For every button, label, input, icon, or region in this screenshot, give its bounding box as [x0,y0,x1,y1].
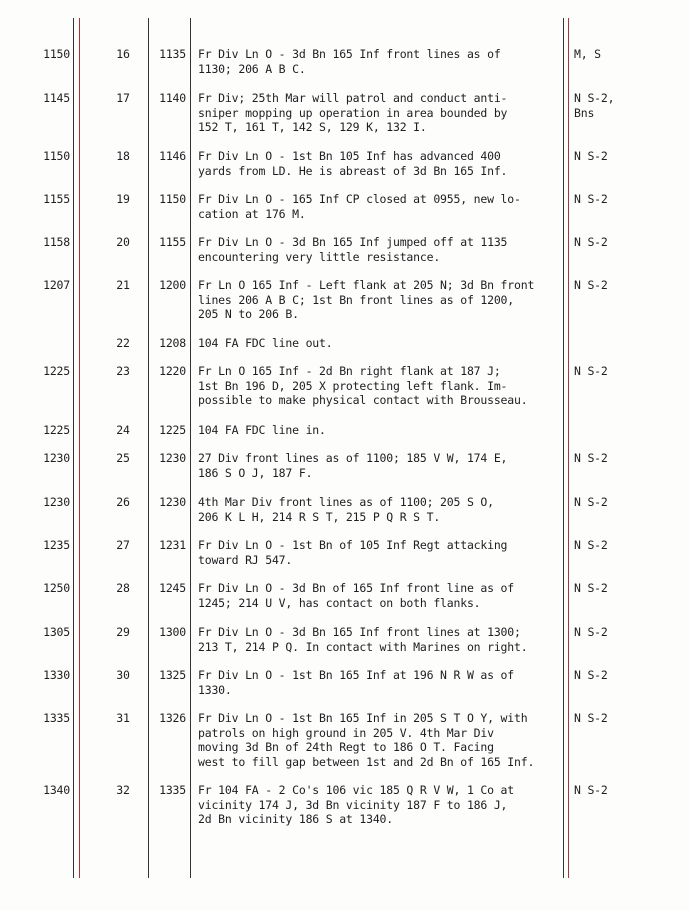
entry-number: 21 [116,278,130,292]
entry-time: 1230 [43,495,70,509]
entry-received-time: 1208 [159,336,186,350]
entry-time: 1305 [43,625,70,639]
entry-message [198,538,560,567]
message-line: 4th Mar Div front lines as of 1100; 205 S O, [198,495,494,509]
entry-received-time: 1225 [159,423,186,437]
entry-time: 1340 [43,783,70,797]
column-rule-time [73,18,74,878]
entry-number: 28 [116,581,130,595]
entry-message [198,364,560,408]
entry-message [198,668,560,697]
column-rule-time-red [79,18,80,878]
message-line: Fr Ln O 165 Inf - 2d Bn right flank at 187 J; [198,364,501,378]
entry-time: 1225 [43,423,70,437]
entry-distribution [574,711,674,726]
distribution-line: N S-2 [574,495,608,509]
entry-number: 18 [116,149,130,163]
entry-time: 1230 [43,451,70,465]
entry-time: 1150 [43,149,70,163]
entry-distribution [574,91,674,120]
entry-time: 1330 [43,668,70,682]
entry-time: 1235 [43,538,70,552]
entry-distribution [574,149,674,164]
entry-message [198,783,560,827]
distribution-line: M, S [574,47,601,61]
distribution-line: N S-2 [574,783,608,797]
entry-distribution [574,538,674,553]
message-line: Fr 104 FA - 2 Co's 106 vic 185 Q R V W, 1 Co at [198,783,515,797]
entry-received-time: 1335 [159,783,186,797]
entry-time: 1335 [43,711,70,725]
entry-number: 20 [116,235,130,249]
entry-received-time: 1326 [159,711,186,725]
entry-number: 25 [116,451,130,465]
entry-message [198,91,560,135]
entry-number: 16 [116,47,130,61]
entry-time: 1155 [43,192,70,206]
distribution-line: N S-2 [574,235,608,249]
entry-received-time: 1200 [159,278,186,292]
entry-number: 17 [116,91,130,105]
message-line: moving 3d Bn of 24th Regt to 186 O T. Facing [198,740,494,754]
entry-message [198,47,560,76]
entry-number: 19 [116,192,130,206]
distribution-line: N S-2 [574,192,608,206]
entry-distribution [574,451,674,466]
entry-message [198,625,560,654]
entry-received-time: 1135 [159,47,186,61]
entry-distribution [574,581,674,596]
entry-number: 31 [116,711,130,725]
distribution-line: N S-2 [574,711,608,725]
entry-number: 27 [116,538,130,552]
entry-distribution [574,625,674,640]
message-line: cation at 176 M. [198,206,306,221]
entry-message [198,149,560,178]
entry-received-time: 1245 [159,581,186,595]
message-line: patrols on high ground in 205 V. 4th Mar Div [198,725,494,740]
entry-distribution [574,783,674,798]
distribution-line: N S-2 [574,278,608,292]
entry-message [198,235,560,264]
entry-time: 1145 [43,91,70,105]
message-line: 152 T, 161 T, 142 S, 129 K, 132 I. [198,120,427,134]
entry-message [198,711,560,769]
entry-time: 1158 [43,235,70,249]
distribution-line: N S-2 [574,364,608,378]
distribution-line: Bns [574,105,595,120]
entry-number: 32 [116,783,130,797]
entry-distribution [574,364,674,379]
message-line: 1130; 206 A B C. [198,61,306,76]
message-line: Fr Div Ln O - 3d Bn of 165 Inf front line as of [198,581,515,595]
distribution-line: N S-2 [574,581,608,595]
column-rule-rcv [190,18,191,878]
message-line: 186 S O J, 187 F. [198,465,313,480]
message-line: 206 K L H, 214 R S T, 215 P Q R S T. [198,509,441,524]
message-line: sniper mopping up operation in area bounded by [198,105,508,120]
entry-distribution [574,192,674,207]
entry-number: 29 [116,625,130,639]
message-line: Fr Div Ln O - 3d Bn 165 Inf jumped off at 1135 [198,235,508,249]
entry-number: 30 [116,668,130,682]
message-line: Fr Div Ln O - 1st Bn 165 Inf in 205 S T O Y, with [198,711,528,725]
entry-received-time: 1140 [159,91,186,105]
distribution-line: N S-2 [574,149,608,163]
message-line: 213 T, 214 P Q. In contact with Marines on right. [198,639,528,654]
entry-received-time: 1155 [159,235,186,249]
message-line: Fr Div Ln O - 165 Inf CP closed at 0955, new lo- [198,192,521,206]
column-rule-num [148,18,149,878]
entry-received-time: 1300 [159,625,186,639]
entry-time: 1250 [43,581,70,595]
entry-received-time: 1150 [159,192,186,206]
entry-received-time: 1230 [159,495,186,509]
message-line: possible to make physical contact with Brousseau. [198,393,528,407]
message-line: Fr Ln O 165 Inf - Left flank at 205 N; 3d Bn front [198,278,535,292]
entry-received-time: 1220 [159,364,186,378]
entry-number: 24 [116,423,130,437]
message-line: Fr Div Ln O - 3d Bn 165 Inf front lines at 1300; [198,625,521,639]
message-line: Fr Div Ln O - 1st Bn of 105 Inf Regt attacking [198,538,508,552]
entry-number: 26 [116,495,130,509]
column-rule-msg [563,18,564,878]
message-line: yards from LD. He is abreast of 3d Bn 165 Inf. [198,163,508,178]
entry-message [198,581,560,610]
entry-number: 23 [116,364,130,378]
entry-time: 1225 [43,364,70,378]
distribution-line: N S-2, [574,91,615,105]
message-line: 2d Bn vicinity 186 S at 1340. [198,812,393,826]
message-line: Fr Div Ln O - 3d Bn 165 Inf front lines as of [198,47,501,61]
entry-distribution [574,235,674,250]
entry-message [198,451,560,480]
entry-message [198,192,560,221]
message-line: lines 206 A B C; 1st Bn front lines as of 1200, [198,292,515,307]
message-line: 104 FA FDC line in. [198,423,326,437]
message-line: 205 N to 206 B. [198,307,299,321]
message-line: 27 Div front lines as of 1100; 185 V W, 174 E, [198,451,508,465]
entry-message [198,423,560,438]
entry-distribution [574,278,674,293]
entry-received-time: 1230 [159,451,186,465]
message-line: Fr Div Ln O - 1st Bn 105 Inf has advanced 400 [198,149,501,163]
message-line: 1st Bn 196 D, 205 X protecting left flank. Im- [198,378,508,393]
entry-message [198,495,560,524]
entry-distribution [574,47,674,62]
message-line: Fr Div Ln O - 1st Bn 165 Inf at 196 N R W as of [198,668,515,682]
entry-distribution [574,495,674,510]
message-line: Fr Div; 25th Mar will patrol and conduct anti- [198,91,508,105]
entry-number: 22 [116,336,130,350]
distribution-line: N S-2 [574,625,608,639]
message-line: vicinity 174 J, 3d Bn vicinity 187 F to 186 J, [198,797,508,812]
entry-received-time: 1325 [159,668,186,682]
message-line: 1245; 214 U V, has contact on both flanks. [198,595,481,610]
entry-time: 1150 [43,47,70,61]
message-line: 104 FA FDC line out. [198,336,333,350]
message-line: 1330. [198,682,232,697]
entry-received-time: 1146 [159,149,186,163]
message-line: encountering very little resistance. [198,249,441,264]
entry-received-time: 1231 [159,538,186,552]
entry-distribution [574,668,674,683]
entry-time: 1207 [43,278,70,292]
distribution-line: N S-2 [574,538,608,552]
entry-message [198,336,560,351]
message-line: west to fill gap between 1st and 2d Bn of 165 Inf. [198,754,535,769]
message-line: toward RJ 547. [198,552,293,567]
entry-message [198,278,560,322]
distribution-line: N S-2 [574,451,608,465]
column-rule-msg-red [568,18,569,878]
distribution-line: N S-2 [574,668,608,682]
